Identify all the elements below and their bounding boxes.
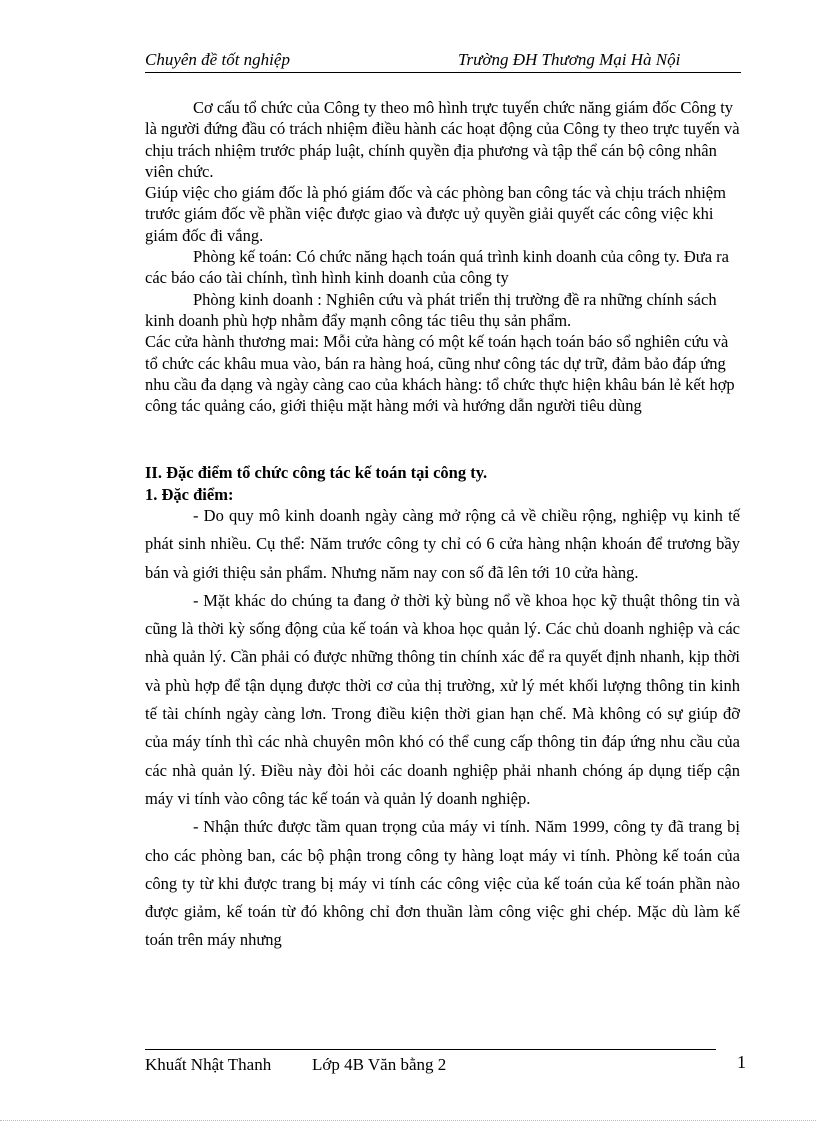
page-edge [0, 1120, 816, 1121]
section-headings [145, 462, 745, 506]
paragraph-technology: - Mặt khác do chúng ta đang ở thời kỳ bùng nổ về khoa học kỹ thuật thông tin và cũng là thời kỳ sống động của kế toán và khoa học quản lý. Các chủ doanh nghiệp và các nhà quản lý. Cần phải có được những thông tin chính xác để ra quyết định nhanh, kịp thời và phù hợp để tận dụng được thời cơ của thị trường, xử lý mét khối lượng thông tin kinh tế tài chính ngày càng lơn. Trong điều kiện thời gian hạn chế. Mà không có sự giúp đỡ của máy tính thì các nhà chuyên môn khó có thể cung cấp thông tin đáp ứng nhu cầu của các nhà quản lý. Điều này đòi hỏi các doanh nghiệp phải nhanh chóng áp dụng tiếp cận máy vi tính vào công tác kế toán và quản lý doanh nghiệp. [145, 590, 740, 808]
paragraph-business-dept: Phòng kinh doanh : Nghiên cứu và phát triển thị trường đề ra những chính sách kinh doanh phù hợp nhằm đẩy mạnh công tác tiêu thụ sản phẩm. [145, 289, 717, 330]
footer-class: Lớp 4B Văn bằng 2 [312, 1055, 447, 1074]
header-title: Chuyên đề tốt nghiệp [145, 50, 290, 69]
paragraph-deputy: Giúp việc cho giám đốc là phó giám đốc và các phòng ban công tác và chịu trách nhiệm trước giám đốc về phần việc được giao và được uỷ quyền giải quyết các công việc khi giám đốc đi vắng. [145, 183, 726, 245]
subsection-title: 1. Đặc điểm: [145, 485, 234, 504]
intro-section [145, 97, 745, 416]
paragraph-computers: - Nhận thức được tầm quan trọng của máy vi tính. Năm 1999, công ty đã trang bị cho các phòng ban, các bộ phận trong công ty hàng loạt máy vi tính. Phòng kế toán của công ty từ khi được trang bị máy vi tính các công việc của kế toán của kế toán phần nào được giảm, kế toán từ đó không chỉ đơn thuần làm công việc ghi chép. Mặc dù làm kế toán trên máy nhưng [145, 817, 740, 950]
paragraph-accounting-dept: Phòng kế toán: Có chức năng hạch toán quá trình kinh doanh của công ty. Đưa ra các báo cáo tài chính, tình hình kinh doanh của công ty [145, 247, 729, 288]
page-header [145, 50, 740, 72]
page-number: 1 [737, 1052, 746, 1072]
body-section [145, 502, 740, 955]
header-school: Trường ĐH Thương Mại Hà Nội [458, 50, 681, 69]
header-rule [145, 72, 741, 73]
paragraph-structure: Cơ cấu tổ chức của Công ty theo mô hình trực tuyến chức năng giám đốc Công ty là người đứng đầu có trách nhiệm điều hành các hoạt động của Công ty theo trực tuyến và chịu trách nhiệm trước pháp luật, chính quyền địa phương và tập thể cán bộ công nhân viên chức. [145, 98, 740, 181]
footer-author: Khuất Nhật Thanh [145, 1055, 272, 1074]
section-title: II. Đặc điểm tổ chức công tác kế toán tại công ty. [145, 463, 488, 482]
paragraph-stores: Các cửa hành thương mai: Mỗi cửa hàng có một kế toán hạch toán báo sổ nghiên cứu và tổ chức các khâu mua vào, bán ra hàng hoá, cũng như công tác dự trữ, đảm bảo đáp ứng nhu cầu đa dạng và ngày càng cao của khách hàng: tổ chức thực hiện khâu bán lẻ kết hợp công tác quảng cáo, giới thiệu mặt hàng mới và hướng dẫn người tiêu dùng [145, 332, 735, 416]
paragraph-scale: - Do quy mô kinh doanh ngày càng mở rộng cả về chiều rộng, nghiệp vụ kinh tế phát sinh nhiều. Cụ thể: Năm trước công ty chỉ có 6 cửa hàng nhận khoán để trương bầy bán và giới thiệu sản phẩm. Nhưng năm nay con số đã lên tới 10 cửa hàng. [145, 506, 740, 582]
page-footer [145, 1052, 750, 1077]
footer-rule [145, 1049, 716, 1050]
